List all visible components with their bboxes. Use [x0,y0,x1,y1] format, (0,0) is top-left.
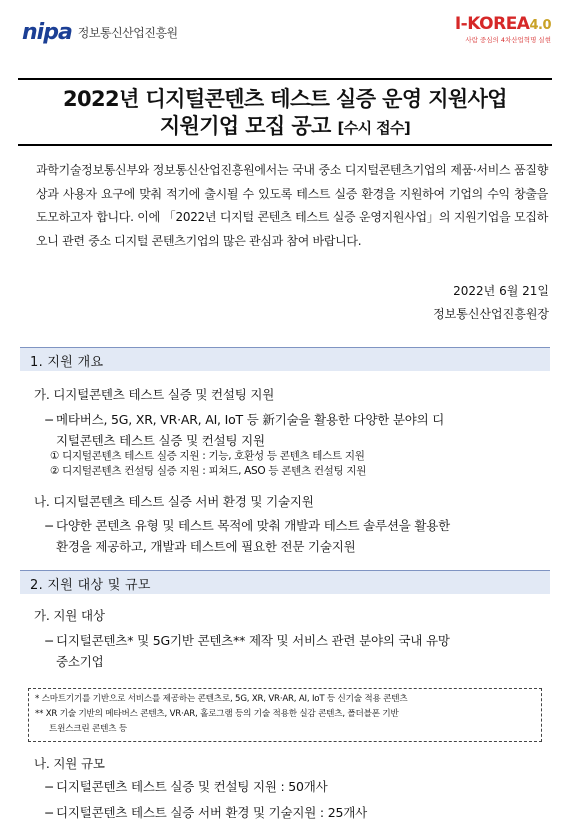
nipa-logo-mark: nipa [22,20,72,45]
ikorea-logo [455,14,551,44]
nipa-logo [22,20,178,45]
section-2-header [20,570,550,594]
title-sub: [수시 접수] [337,119,411,137]
ikorea-logo-number: 4.0 [529,18,551,33]
section-2-ga-text-1: 디지털콘텐츠* 및 5G기반 콘텐츠** 제작 및 서비스 관련 분야의 국내 유망 [56,633,450,648]
dash-marker: − [44,805,55,820]
section-1-ga-title: 가. 디지털콘텐츠 테스트 실증 및 컨설팅 지원 [34,387,275,402]
section-1-ga-bullet-1: ① 디지털콘텐츠 테스트 실증 지원 : 기능, 호환성 등 콘텐츠 테스트 지원 [50,450,365,462]
announcement-date: 2022년 6월 21일 [453,284,549,298]
ikorea-slogan: 사람 중심의 4차산업혁명 실현 [465,36,551,44]
section-2-ga-line-2: 중소기업 [56,654,104,669]
dash-marker: − [44,779,55,794]
section-1-ga-item [44,409,552,451]
section-2-ga-title: 가. 지원 대상 [34,608,105,623]
footnote-box [28,688,542,742]
intro-paragraph: 과학기술정보통신부와 정보통신산업진흥원에서는 국내 중소 디지털콘텐츠기업의 제품·서비스 품질향상과 사용자 요구에 맞춰 적기에 출시될 수 있도록 테스트 실증 환경을 지원하여 기업의 수익 창출을 도모하고자 합니다. 이에 「2022년 디지털 콘텐츠 테스트 실증 운영지원사업」의 지원기업을 모집하오니 관련 중소 디지털 콘텐츠기업의 많은 관심과 참여 바랍니다. [36,163,548,248]
section-1-na-line-2: 환경을 제공하고, 개발과 테스트에 필요한 전문 기술지원 [56,539,356,554]
section-2-na-title: 나. 지원 규모 [34,756,105,771]
section-2-na-item-1 [44,776,552,797]
section-2-na-text-2: 디지털콘텐츠 테스트 실증 서버 환경 및 기술지원 : 25개사 [56,805,367,820]
section-1-ga-bullet-2: ② 디지털콘텐츠 컨설팅 실증 지원 : 피쳐드, ASO 등 콘텐츠 컨설팅 지원 [50,465,367,477]
dash-marker: − [44,412,55,427]
section-1-heading: 1. 지원 개요 [30,355,104,370]
section-1-na-title: 나. 디지털콘텐츠 테스트 실증 서버 환경 및 기술지원 [34,494,314,509]
section-1-na-line-1 [44,515,552,536]
page-title [18,86,552,142]
section-1-ga-line-2: 지털콘텐츠 테스트 실증 및 컨설팅 지원 [56,433,265,448]
title-rule-top [18,78,552,80]
nipa-org-name: 정보통신산업진흥원 [77,26,178,40]
page-header [0,0,571,70]
ikorea-logo-text: I-KOREA [454,14,530,34]
section-1-ga-line-1 [44,409,552,430]
footnote-1: * 스마트기기를 기반으로 서비스를 제공하는 콘텐츠로, 5G, XR, VR·AR, AI, IoT 등 신기술 적용 콘텐츠 [35,694,408,704]
section-2-na-item-2 [44,802,552,823]
dash-marker: − [44,518,55,533]
section-2-ga-item [44,630,552,672]
section-1-na-text-1: 다양한 콘텐츠 유형 및 테스트 목적에 맞춰 개발과 테스트 솔루션을 활용한 [56,518,450,533]
footnote-2: ** XR 기술 기반의 메타버스 콘텐츠, VR·AR, 홀로그램 등의 기술 적용한 실감 콘텐츠, 폴더블폰 기반 [35,709,399,719]
dash-marker: − [44,633,55,648]
section-2-ga-line-1 [44,630,552,651]
announcement-sender: 정보통신산업진흥원장 [433,307,549,321]
footnote-2-cont: 트윈스크린 콘텐츠 등 [49,724,127,734]
section-1-header [20,347,550,371]
section-1-ga-text-1: 메타버스, 5G, XR, VR·AR, AI, IoT 등 新기술을 활용한 다양한 분야의 디 [56,412,445,427]
section-2-heading: 2. 지원 대상 및 규모 [30,578,151,593]
title-rule-bottom [18,144,552,146]
section-1-na-item [44,515,552,557]
title-main: 지원기업 모집 공고 [159,114,331,138]
ikorea-logo-mark [455,14,551,34]
section-2-na-text-1: 디지털콘텐츠 테스트 실증 및 컨설팅 지원 : 50개사 [56,779,328,794]
title-line-1: 2022년 디지털콘텐츠 테스트 실증 운영 지원사업 [63,87,507,111]
title-line-2 [18,113,552,142]
